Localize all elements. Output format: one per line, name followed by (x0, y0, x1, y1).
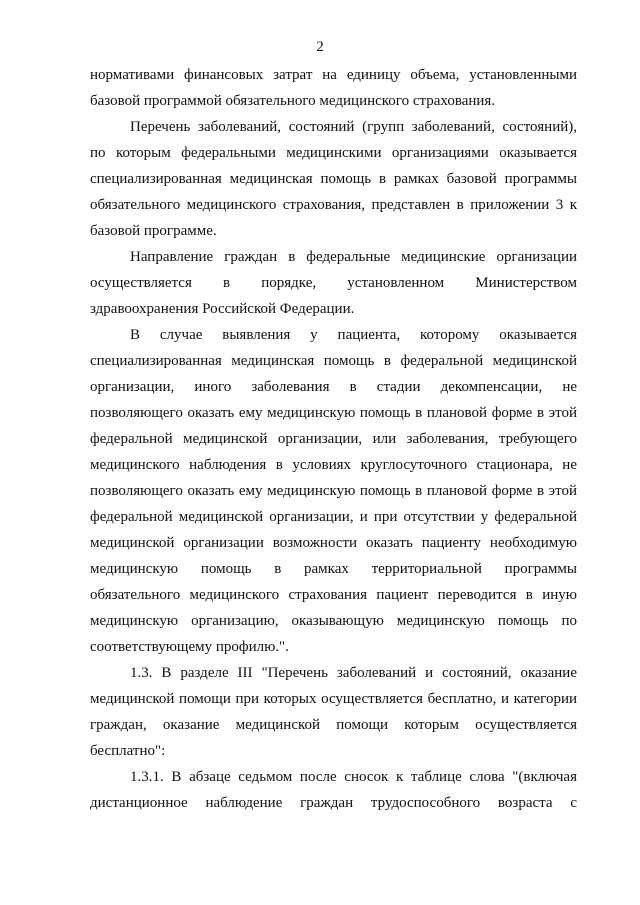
text-line: граждан, оказание медицинской помощи которым осуществляется (90, 717, 577, 733)
text-line: базовой программой обязательного медицинского страхования. (90, 93, 496, 109)
text-line: базовой программе. (90, 223, 217, 239)
text-line: обязательного медицинского страхования пациент переводится в иную (90, 587, 577, 603)
text-line: медицинскую помощь в рамках территориальной программы (90, 561, 577, 577)
text-line: по которым федеральными медицинскими организациями оказывается (90, 145, 577, 161)
text-line: федеральной медицинской организации, и при отсутствии у федеральной (90, 509, 577, 525)
text-line: федеральной медицинской организации, или заболевания, требующего (90, 431, 577, 447)
text-line: специализированная медицинская помощь в федеральной медицинской (90, 353, 577, 369)
document-body (90, 62, 577, 816)
page-number: 2 (316, 39, 324, 55)
text-line: нормативами финансовых затрат на единицу объема, установленными (90, 67, 577, 83)
text-line: обязательного медицинского страхования, представлен в приложении 3 к (90, 197, 577, 213)
text-line: медицинскую организацию, оказывающую медицинскую помощь по (90, 613, 577, 629)
text-line: здравоохранения Российской Федерации. (90, 301, 355, 317)
text-line: 1.3.1. В абзаце седьмом после сносок к таблице слова "(включая (130, 769, 577, 785)
text-line: позволяющего оказать ему медицинскую помощь в плановой форме в этой (90, 405, 577, 421)
text-line: Перечень заболеваний, состояний (групп заболеваний, состояний), (130, 119, 577, 135)
text-line: В случае выявления у пациента, которому оказывается (130, 327, 577, 343)
text-line: осуществляется в порядке, установленном Министерством (90, 275, 577, 291)
text-line: организации, иного заболевания в стадии декомпенсации, не (90, 379, 577, 395)
text-line: Направление граждан в федеральные медицинские организации (130, 249, 577, 265)
text-line: медицинской помощи при которых осуществляется бесплатно, и категории (90, 691, 577, 707)
text-line: специализированная медицинская помощь в рамках базовой программы (90, 171, 577, 187)
text-line: бесплатно": (90, 743, 166, 759)
text-line: позволяющего оказать ему медицинскую помощь в плановой форме в этой (90, 483, 577, 499)
text-line: дистанционное наблюдение граждан трудоспособного возраста с (90, 795, 577, 811)
text-line: медицинской организации возможности оказать пациенту необходимую (90, 535, 577, 551)
text-line: 1.3. В разделе III "Перечень заболеваний и состояний, оказание (130, 665, 577, 681)
text-line: соответствующему профилю.". (90, 639, 289, 655)
text-line: медицинского наблюдения в условиях круглосуточного стационара, не (90, 457, 577, 473)
